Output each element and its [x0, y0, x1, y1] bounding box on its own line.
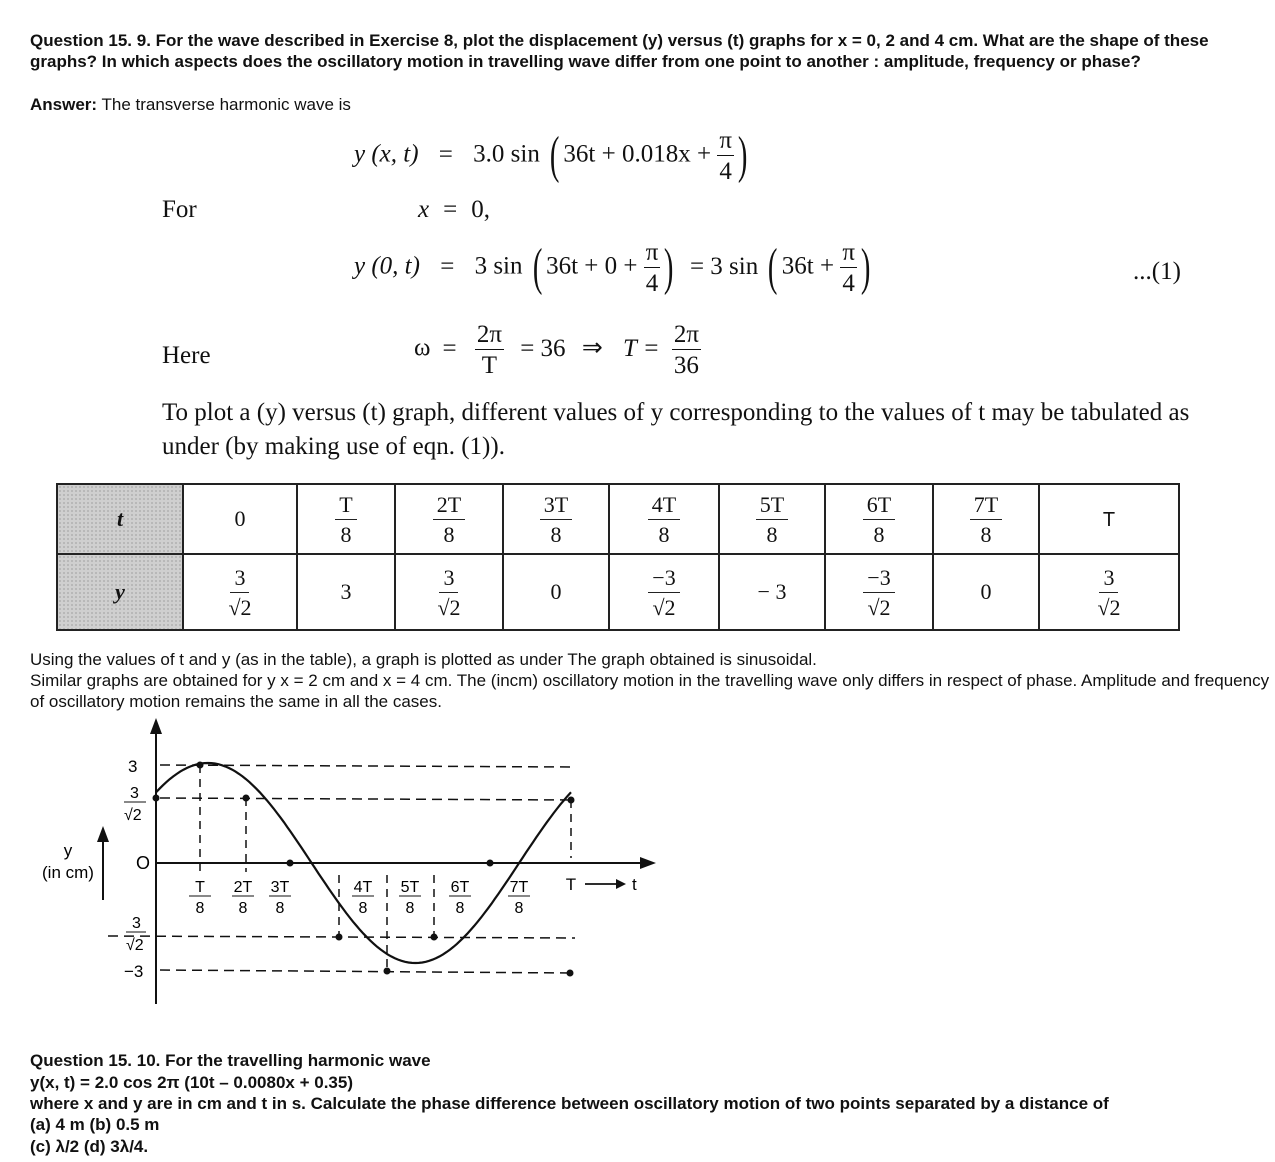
y-label-top: y	[63, 841, 73, 860]
equation-tag: ...(1)	[1133, 258, 1181, 285]
data-point	[431, 934, 438, 941]
table-cell: 0	[503, 554, 609, 630]
xtick-den: 8	[455, 900, 465, 917]
xtick-den: 8	[405, 900, 415, 917]
equation-wave: y (x, t) = 3.0 sin ( 36t + 0.018x + $\frac{\pi}{4}$ )	[354, 127, 748, 185]
table-cell: $\frac{6T}{8}$	[825, 484, 933, 554]
y-axis-arrow	[150, 718, 162, 734]
ytick-neg-den: √2	[126, 937, 144, 954]
x-axis-arrow	[640, 857, 656, 869]
eq1-lhs: y (x, t)	[354, 140, 419, 168]
table-intro: To plot a (y) versus (t) graph, different values of y corresponding to the values of t may be tabulated as under (by making use of eqn. (1)).	[162, 399, 1190, 460]
xtick-den: 8	[275, 900, 285, 917]
y-label-bottom: (in cm)	[42, 863, 94, 882]
xtick-den: 8	[358, 900, 368, 917]
xtick-den: 8	[238, 900, 248, 917]
table-cell: T	[1039, 484, 1179, 554]
table-cell: 3	[297, 554, 395, 630]
eq1-inner: 36t + 0.018x +	[563, 140, 712, 168]
data-point	[336, 934, 343, 941]
after-table-line-2: Similar graphs are obtained for y x = 2 cm and x = 4 cm. The (incm) oscillatory motion in the travelling wave only differs in respect of phase. Amplitude and frequency of oscillatory motion remains the same in all the cases.	[30, 671, 1270, 711]
table-cell: $\frac{3}{√2}$	[1039, 554, 1179, 630]
table-cell: $\frac{3T}{8}$	[503, 484, 609, 554]
table-row-label-y: y	[57, 554, 183, 630]
table-cell: $\frac{-3}{√2}$	[825, 554, 933, 630]
xtick-den: 8	[195, 900, 205, 917]
table-cell: $\frac{4T}{8}$	[609, 484, 719, 554]
ytick-neg-num: 3	[132, 915, 141, 932]
here-label: Here	[162, 342, 211, 369]
xtick-den: 8	[514, 900, 524, 917]
xtick-num: 7T	[509, 879, 529, 896]
data-point	[153, 795, 160, 802]
equation-y0: y (0, t) = 3 sin ( 36t + 0 + $\frac{\pi}{4}$ ) = 3 sin ( 36t + $\frac{\pi}{4}$ )	[354, 239, 871, 297]
question-9-heading: Question 15. 9. For the wave described in Exercise 8, plot the displacement (y) versus (t) graphs for x = 0, 2 and 4 cm. What are the shape of these graphs? In which aspects does the oscillatory motion in travelling wave differ from one point to another : amplitude, frequency or phase?	[30, 31, 1209, 71]
table-cell: $\frac{7T}{8}$	[933, 484, 1039, 554]
equation-omega: ω = $\frac{2\pi}{T}$ = 36 ⇒ T = $\frac{2\pi}{36}$	[414, 321, 699, 379]
after-table-line-1: Using the values of t and y (as in the table), a graph is plotted as under The graph obtained is sinusoidal.	[30, 650, 817, 669]
xtick-num: 5T	[400, 879, 420, 896]
data-point	[384, 968, 391, 975]
xtick-num: 4T	[353, 879, 373, 896]
question-10-line-1: Question 15. 10. For the travelling harmonic wave	[30, 1051, 431, 1070]
for-label: For	[162, 196, 197, 223]
x-axis-label: t	[632, 875, 637, 894]
table-cell: − 3	[719, 554, 825, 630]
answer-text: The transverse harmonic wave is	[97, 95, 351, 114]
question-10-line-5: (c) λ/2 (d) 3λ/4.	[30, 1137, 149, 1156]
question-10-line-2: y(x, t) = 2.0 cos 2π (10t – 0.0080x + 0.35)	[30, 1073, 353, 1092]
table-cell: 0	[183, 484, 297, 554]
answer-line	[30, 94, 1275, 115]
table-cell: $\frac{2T}{8}$	[395, 484, 503, 554]
ytick-min: −3	[124, 962, 144, 981]
data-point	[567, 970, 574, 977]
values-table	[56, 483, 1180, 631]
question-10-line-3: where x and y are in cm and t in s. Calculate the phase difference between oscillatory motion of two points separated by a distance of	[30, 1094, 1109, 1113]
table-cell: 0	[933, 554, 1039, 630]
data-point	[243, 795, 250, 802]
xtick-num: T	[195, 879, 205, 896]
ytick-max: 3	[128, 757, 138, 776]
table-cell: $\frac{3}{√2}$	[395, 554, 503, 630]
xtick-num: 6T	[450, 879, 470, 896]
ytick-pos-num: 3	[130, 785, 139, 802]
answer-label: Answer:	[30, 95, 98, 114]
xtick-num: 2T	[233, 879, 253, 896]
table-row	[57, 484, 1179, 554]
data-point	[287, 860, 294, 867]
data-point	[197, 762, 204, 769]
eq1-equals: =	[438, 140, 453, 168]
origin-label: O	[136, 853, 151, 873]
table-row	[57, 554, 1179, 630]
table-row-label-t: t	[57, 484, 183, 554]
data-point	[487, 860, 494, 867]
xtick-end: T	[565, 875, 577, 894]
table-cell: $\frac{-3}{√2}$	[609, 554, 719, 630]
ref-line-pos	[160, 798, 573, 800]
table-cell: $\frac{3}{√2}$	[183, 554, 297, 630]
ytick-pos-den: √2	[124, 807, 142, 824]
question-10-line-4: (a) 4 m (b) 0.5 m	[30, 1115, 160, 1134]
ref-line-min	[160, 970, 570, 973]
eq1-fraction: $\frac{\pi}{4}$	[719, 127, 732, 185]
equation-x: x = 0,	[418, 196, 490, 223]
table-cell: $\frac{T}{8}$	[297, 484, 395, 554]
displacement-graph	[0, 715, 680, 1015]
table-cell: $\frac{5T}{8}$	[719, 484, 825, 554]
data-point	[568, 797, 575, 804]
xtick-num: 3T	[270, 879, 290, 896]
eq1-rhs: 3.0 sin	[473, 140, 540, 168]
